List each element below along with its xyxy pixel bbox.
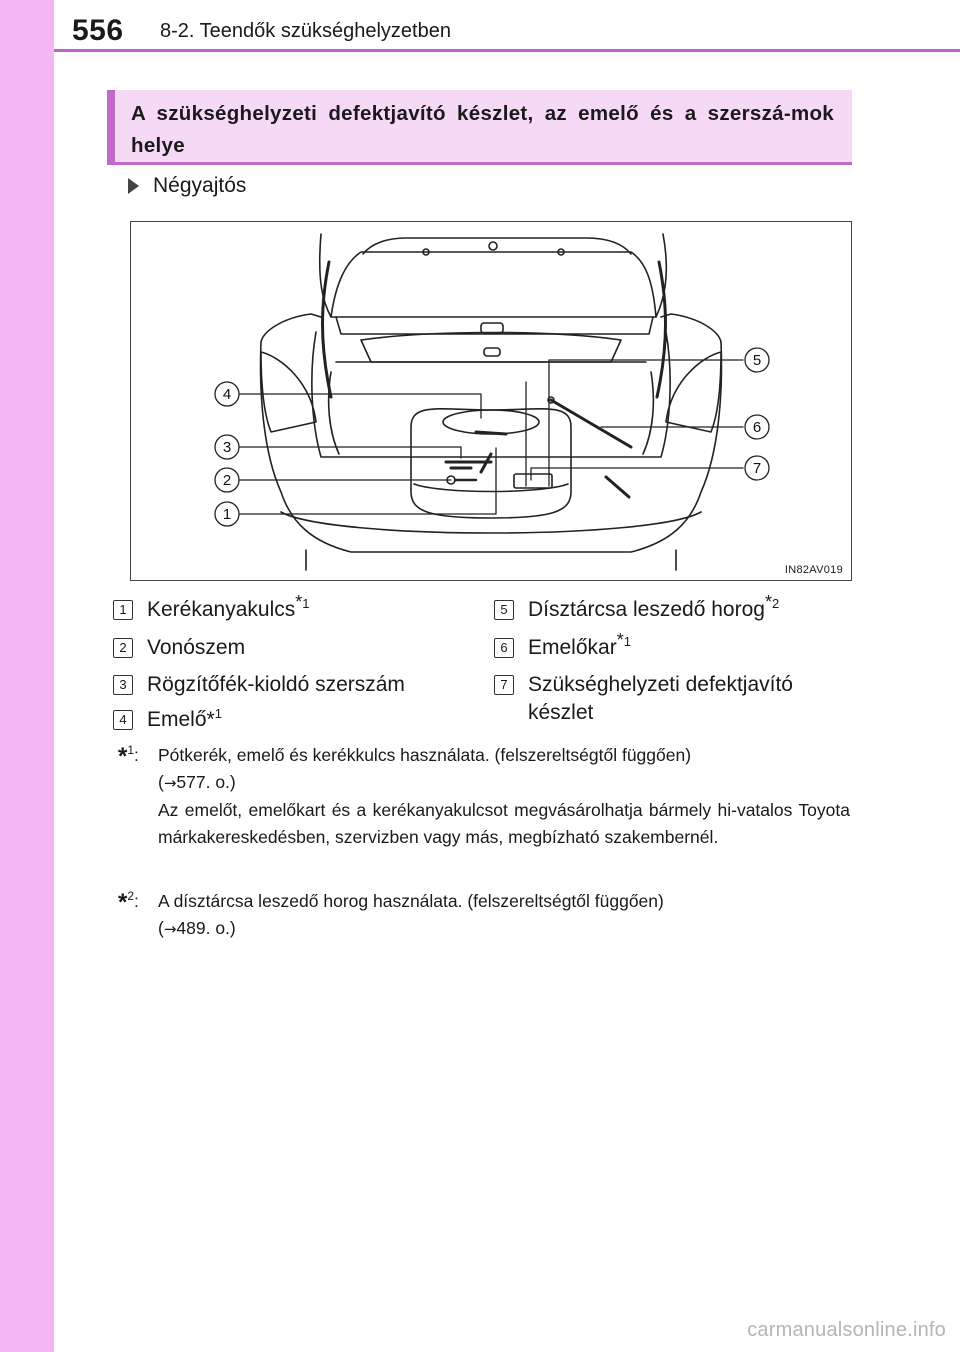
legend-item-1 — [113, 592, 310, 624]
footnote-1 — [118, 742, 850, 851]
legend-label: Emelőkar$^{*1}$ — [528, 630, 631, 659]
legend-item-5 — [494, 592, 780, 624]
callout-1: 1 — [222, 506, 232, 523]
page-number: 556 — [72, 14, 124, 47]
legend-item-6 — [494, 630, 631, 662]
section-title: A szükséghelyzeti defektjavító készlet, az emelő és a szerszá-mok helye — [131, 102, 834, 157]
variant-text: Négyajtós — [153, 174, 247, 197]
legend-item-2 — [113, 634, 245, 662]
chapter-title: 8-2. Teendők szükséghelyzetben — [160, 20, 451, 42]
legend-label: Dísztárcsa leszedő horog$^{*2}$ — [528, 592, 780, 621]
callout-2: 2 — [222, 472, 232, 489]
callout-5: 5 — [752, 352, 762, 369]
trunk-illustration — [130, 221, 852, 581]
legend-label: Szükséghelyzeti defektjavító készlet — [528, 673, 793, 724]
footnote-ref: (→489. o.) — [158, 918, 236, 938]
header-rule — [54, 49, 960, 52]
legend-number-box: 2 — [113, 638, 133, 658]
footnote-line: A dísztárcsa leszedő horog használata. (felszereltségtől függően) — [158, 891, 664, 911]
legend-number-box: 6 — [494, 638, 514, 658]
legend-label: Emelő*$^1$ — [147, 706, 222, 731]
car-trunk-drawing — [131, 222, 851, 580]
footnote-line: Pótkerék, emelő és kerékkulcs használata. (felszereltségtől függően) — [158, 745, 692, 765]
legend-number-box: 3 — [113, 675, 133, 695]
callout-3: 3 — [222, 439, 232, 456]
side-tab-bar — [0, 0, 54, 1352]
footnote-marker: *$^1$: — [118, 743, 139, 770]
footnote-marker: *$^2$: — [118, 889, 139, 916]
footnote-2 — [118, 888, 850, 943]
section-underline — [107, 162, 852, 165]
callout-7: 7 — [752, 460, 762, 477]
legend-item-4 — [113, 706, 222, 734]
legend-number-box: 1 — [113, 600, 133, 620]
legend-label: Kerékanyakulcs$^{*1}$ — [147, 592, 310, 621]
watermark: carmanualsonline.info — [747, 1319, 946, 1341]
figure-code: IN82AV019 — [784, 564, 843, 576]
footnote-ref: (→577. o.) — [158, 772, 236, 792]
legend-item-7 — [494, 671, 834, 727]
legend-number-box: 4 — [113, 710, 133, 730]
legend-item-3 — [113, 671, 405, 699]
triangle-bullet-icon — [128, 178, 139, 194]
legend-label: Vonószem — [147, 636, 246, 659]
variant-label — [128, 174, 246, 198]
callout-6: 6 — [752, 419, 762, 436]
footnote-text: Az emelőt, emelőkart és a kerékanyakulcsot megvásárolhatja bármely hi-vatalos Toyota márkakereskedésben, szervizben vagy más, megbízható szakembernél. — [158, 800, 850, 847]
section-heading-box — [107, 90, 852, 162]
legend-number-box: 5 — [494, 600, 514, 620]
callout-4: 4 — [222, 386, 232, 403]
legend-label: Rögzítőfék-kioldó szerszám — [147, 673, 405, 696]
legend-number-box: 7 — [494, 675, 514, 695]
